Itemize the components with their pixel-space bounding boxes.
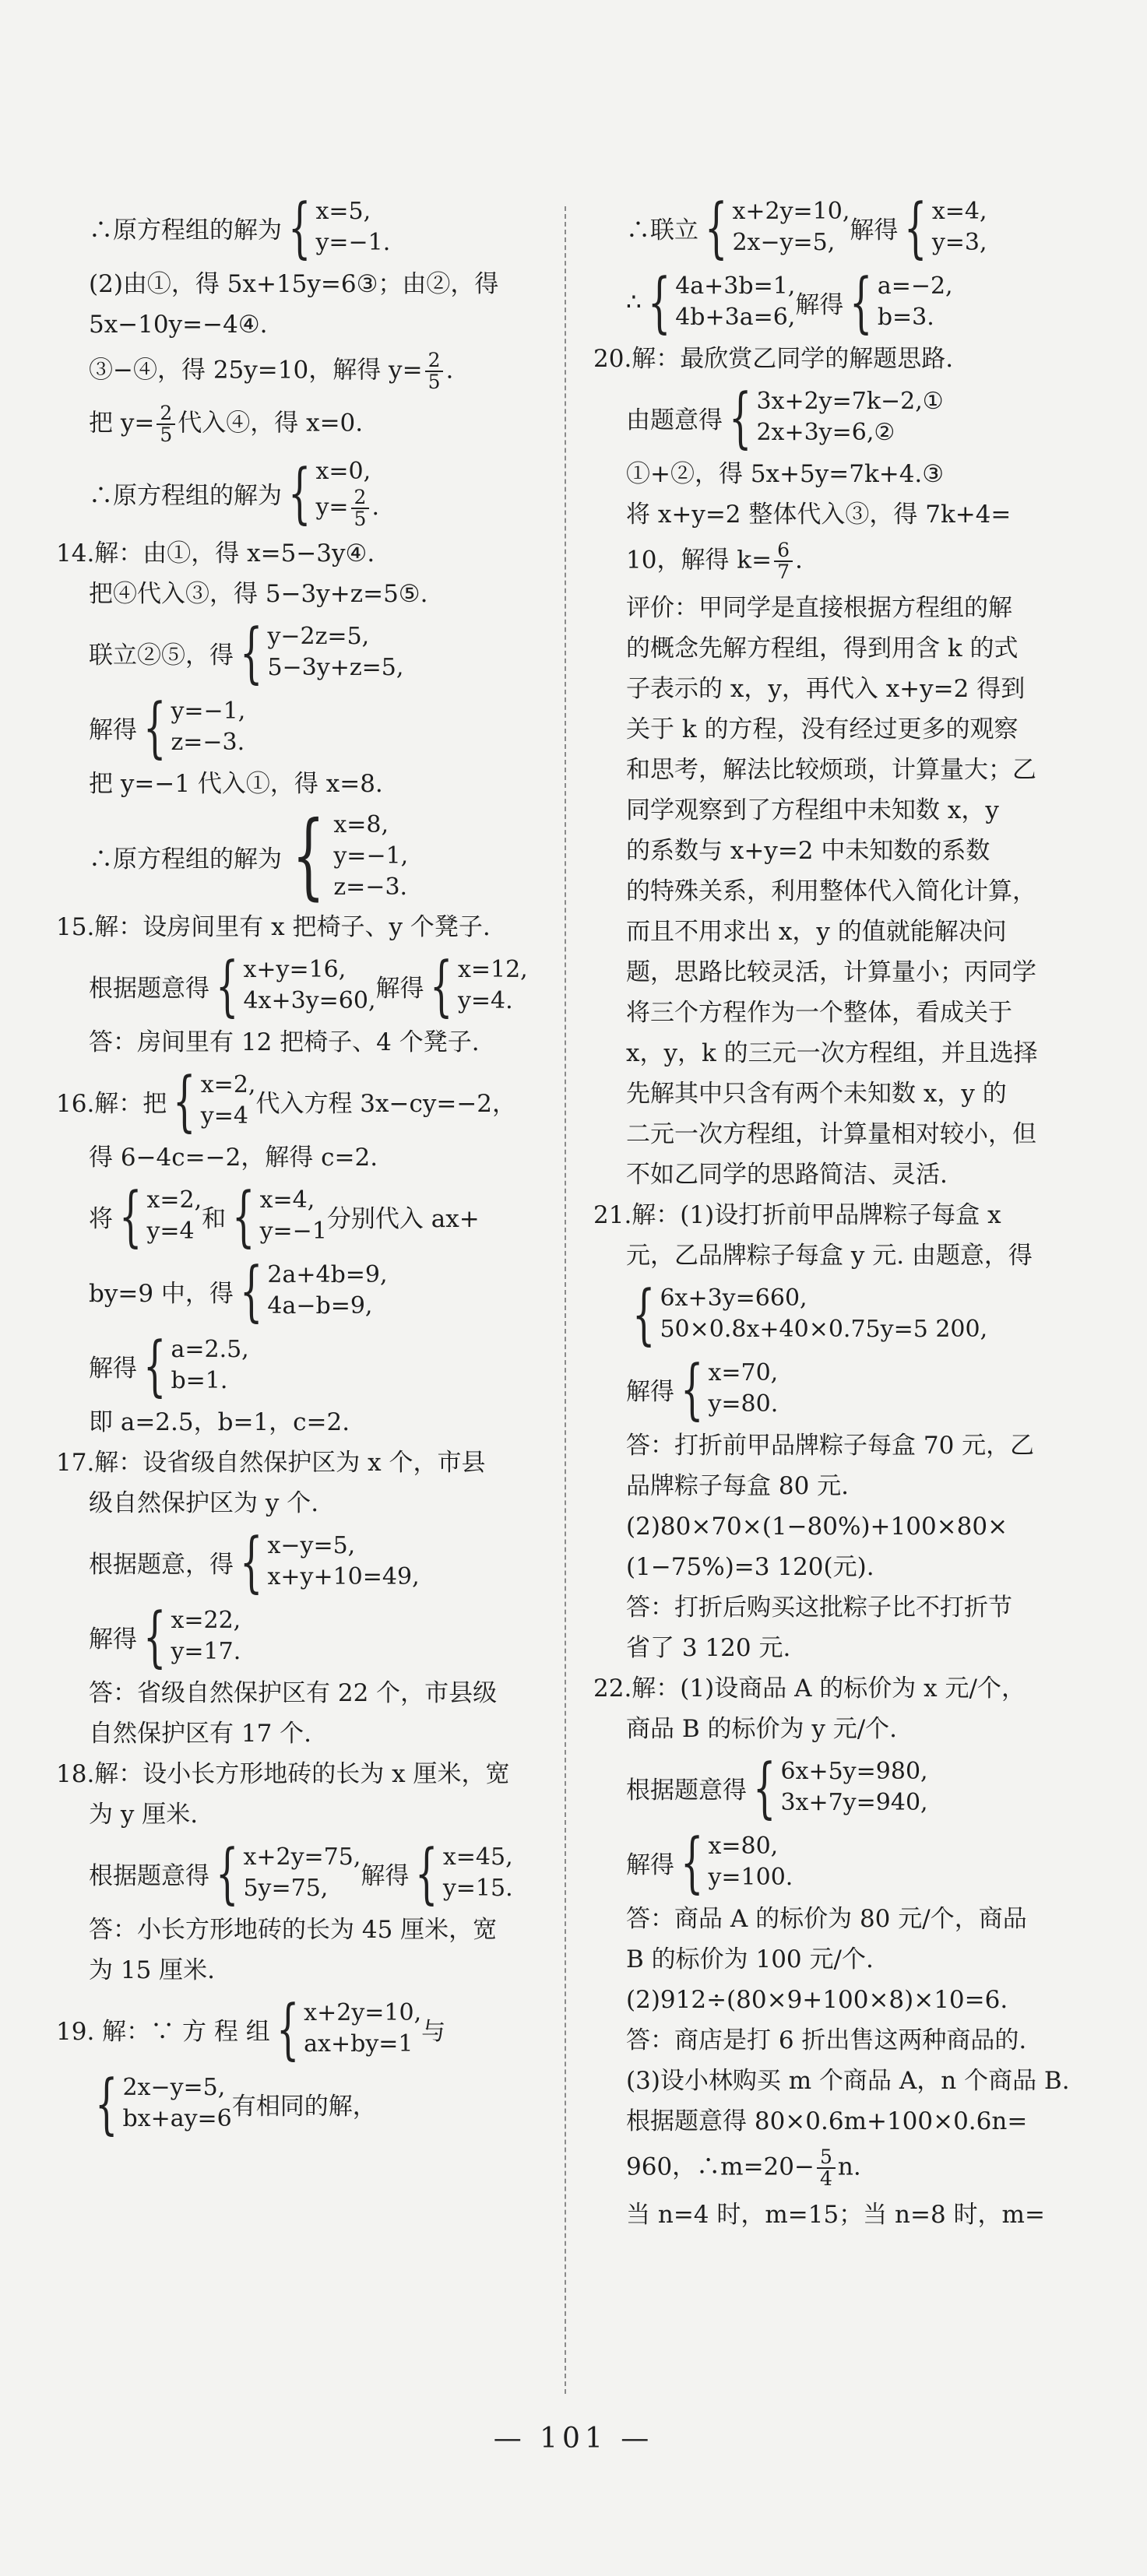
solution-line [56,456,554,529]
equation: x+y+10=49, [267,1563,420,1590]
brace-icon: { [240,614,263,691]
text: ∴原方程组的解为 [89,481,282,510]
equation: 3x+7y=940, [780,1789,928,1816]
equation [315,487,379,529]
equation: b=1. [171,1367,228,1394]
text-line: 答：房间里有 12 把椅子、4 个凳子. [89,1028,480,1056]
text-line: 先解其中只含有两个未知数 x，y 的 [626,1080,1007,1108]
page-number: — 101 — [493,2423,654,2455]
denominator: 5 [427,371,441,393]
text-line: 把④代入③，得 5−3y+z=5⑤. [89,580,428,608]
text: ∴ [626,288,642,316]
equation: z=−3. [333,873,408,901]
equation: x+2y=75, [243,1843,361,1871]
fraction [425,350,444,392]
problem-20: 20.解：最欣赏乙同学的解题思路. [593,345,954,373]
equation: y=4 [200,1102,248,1130]
equation: 50×0.8x+40×0.75y=5 200, [660,1316,988,1343]
text-line: 的特殊关系，利用整体代入简化计算， [626,877,1036,905]
text-line: 同学观察到了方程组中未知数 x，y [626,796,999,824]
numerator: 5 [817,2147,836,2169]
brace-icon: { [729,379,752,455]
text: by=9 中，得 [89,1279,234,1308]
brace-icon: { [95,2065,118,2142]
equation: y=3, [931,229,987,256]
solution-line [56,802,554,910]
text-line: 当 n=4 时，m=15；当 n=8 时，m= [626,2201,1045,2229]
solution-line [593,1824,1092,1900]
equation: y=4 [146,1218,195,1245]
equation-system [315,456,379,529]
fraction [774,540,793,582]
text-line: 答：商店是打 6 折出售这两种商品的. [626,2026,1027,2054]
problem-14: 14.解：由①，得 x=5−3y④. [56,539,375,568]
equation-system [708,1831,793,1893]
brace-icon: { [288,189,311,265]
equation: x=8, [333,811,389,838]
equation-system [201,1070,256,1132]
problem-16 [56,1063,554,1139]
equation-system [146,1185,202,1247]
solution-line [593,1749,1092,1826]
text: 把 y= [89,409,155,438]
equation: x=2, [146,1186,202,1214]
equation-system [732,196,850,258]
text-line [56,350,554,392]
text-line [56,403,554,445]
equation-system [171,1605,241,1668]
text: 解得 [89,1354,137,1383]
column-divider [565,206,566,2394]
text: 根据题意，得 [89,1550,234,1579]
text: 19. 解：∵ 方 程 组 [56,2017,270,2046]
text-line: 把 y=−1 代入①，得 x=8. [89,770,383,798]
equation: x+2y=10, [732,198,850,225]
brace-icon: { [904,189,927,265]
equation: 6x+3y=660, [660,1284,807,1312]
equation-system [443,1842,513,1904]
equation: y=100. [708,1864,793,1891]
brace-icon: { [753,1749,776,1826]
fraction [157,403,175,445]
equation: 5−3y+z=5, [267,654,404,681]
text-line: (2)由①，得 5x+15y=6③；由②，得 [89,270,499,298]
problem-22: 22.解：(1)设商品 A 的标价为 x 元/个， [593,1675,1026,1703]
solution-line [56,689,554,765]
equation: y=15. [442,1875,513,1902]
text: 与 [421,2017,446,2046]
text: 解得 [89,715,137,744]
equation-system [267,621,403,684]
equation-system [243,1842,361,1904]
solution-line [56,1523,554,1600]
brace-icon: { [119,1178,142,1254]
equation: x=4, [259,1186,315,1214]
text-line: 为 15 厘米. [89,1956,216,1984]
equation: 4x+3y=60, [243,987,376,1014]
brace-icon: { [681,1824,704,1900]
text-line: 答：小长方形地砖的长为 45 厘米，宽 [89,1916,498,1944]
solution-line [56,1327,554,1404]
equation: a=2.5, [171,1336,249,1363]
brace-icon: { [430,947,453,1024]
solution-line [56,189,554,265]
denominator: 5 [160,423,173,446]
equation-system [315,196,390,258]
brace-icon: { [143,689,167,765]
brace-icon: { [288,455,311,531]
text-line: 和思考，解法比较烦琐，计算量大；乙 [626,756,1036,784]
text-line: 5x−10y=−4④. [89,311,268,339]
equation: x=0, [315,458,371,485]
text: 和 [202,1204,227,1233]
numerator: 2 [351,487,370,509]
equation: 2a+4b=9, [267,1261,388,1288]
text: 代入方程 3x−cy=−2， [255,1089,517,1118]
brace-icon: { [232,1178,255,1254]
equation: x=70, [708,1359,779,1386]
text: 代入④，得 x=0. [178,409,364,438]
equation: a=−2, [877,272,953,300]
text-line: 题，思路比较灵活，计算量小；丙同学 [626,958,1036,986]
equation: bx+ay=6 [122,2105,232,2132]
text-line: (1−75%)=3 120(元). [626,1553,874,1581]
brace-icon: { [173,1063,196,1139]
brace-icon: { [240,1523,263,1600]
text: 由题意得 [626,406,723,434]
equation: 2x+3y=6,② [756,419,895,446]
fraction [817,2147,836,2189]
left-column [56,189,554,2145]
equation: x=5, [315,198,371,225]
numerator: 2 [157,403,175,425]
problem-21: 21.解：(1)设打折前甲品牌粽子每盒 x [593,1201,1001,1229]
equation-system [458,954,528,1017]
brace-icon: { [705,189,728,265]
equation: 5y=75, [243,1875,329,1902]
text-line: B 的标价为 100 元/个. [626,1945,874,1973]
equation-system [660,1283,987,1345]
text: ∴原方程组的解为 [89,845,282,873]
solution-line [56,1598,554,1675]
equation: b=3. [877,304,934,331]
solution-line [593,1276,1092,1352]
equation: x=22, [171,1607,241,1634]
text-line: 不如乙同学的思路简洁、灵活. [626,1161,948,1189]
solution-line [56,614,554,691]
text-line: x，y，k 的三元一次方程组，并且选择 [626,1039,1038,1067]
equation: y=4. [457,987,513,1014]
fraction [351,487,370,529]
equation: y=−1 [259,1218,327,1245]
equation: y=−1. [315,229,391,256]
brace-icon: { [681,1351,704,1427]
text-line: 关于 k 的方程，没有经过更多的观察 [626,715,1019,743]
solution-line [593,189,1092,265]
equation: 2x−y=5, [122,2074,226,2101]
text: 根据题意得 [626,1776,747,1805]
equation-system [878,271,953,333]
text-line: 答：商品 A 的标价为 80 元/个，商品 [626,1905,1027,1933]
text-line: 得 6−4c=−2，解得 c=2. [89,1144,378,1172]
text-line: 的概念先解方程组，得到用含 k 的式 [626,634,1019,662]
equation: y=−1, [333,842,409,870]
equation-system [267,1260,387,1322]
text-line: 级自然保护区为 y 个. [89,1489,319,1517]
brace-icon: { [216,1835,239,1911]
text: 960，∴m=20− [626,2153,815,2181]
text: 解得 [850,216,899,244]
equation: y=80. [708,1390,779,1418]
text-line: 答：省级自然保护区有 22 个，市县级 [89,1679,498,1707]
equation: ax+by=1 [304,2030,413,2058]
brace-icon: { [647,264,671,340]
equation: x=45, [442,1843,513,1871]
solution-line [56,1835,554,1911]
equation-system [243,954,375,1017]
denominator: 7 [777,561,790,583]
text: 将 [89,1204,113,1233]
equation-system [260,1185,327,1247]
right-column [593,189,1092,2240]
text-line: (2)80×70×(1−80%)+100×80× [626,1513,1008,1541]
text: y= [315,494,349,521]
text-line: 答：打折后购买这批粽子比不打折节 [626,1594,1012,1622]
equation-system [122,2072,231,2135]
equation: 4a+3b=1, [675,272,796,300]
text-line: 省了 3 120 元. [626,1634,791,1662]
text: n. [837,2153,861,2181]
text: 解得 [626,1850,674,1879]
equation: 6x+5y=980, [780,1758,928,1785]
problem-17: 17.解：设省级自然保护区为 x 个，市县 [56,1449,486,1477]
text-line: 根据题意得 80×0.6m+100×0.6n= [626,2107,1028,2135]
text-line: 商品 B 的标价为 y 元/个. [626,1715,898,1743]
equation-system [304,1998,421,2060]
equation-system [756,386,943,448]
equation: z=−3. [171,729,245,756]
text-line: 将三个方程作为一个整体，看成关于 [626,999,1012,1027]
text-line: 即 a=2.5，b=1，c=2. [89,1408,350,1436]
numerator: 6 [774,540,793,562]
text-line: 评价：甲同学是直接根据方程组的解 [626,594,1012,622]
solution-line [56,1178,554,1254]
text: 有相同的解， [231,2092,377,2121]
problem-19 [56,1991,554,2067]
equation: x=4, [931,198,987,225]
equation: y−2z=5, [267,623,370,650]
text-line: 而且不用求出 x，y 的值就能解决问 [626,918,1007,946]
brace-icon: { [276,1991,300,2067]
equation: x=2, [200,1071,256,1098]
denominator: 5 [354,508,367,530]
text: . [371,494,379,521]
brace-icon: { [216,947,239,1024]
problem-15: 15.解：设房间里有 x 把椅子、y 个凳子. [56,913,491,941]
equation: x+y=16, [243,956,347,983]
brace-icon: { [632,1276,656,1352]
equation: y=−1, [171,698,246,725]
equation: x=12, [457,956,528,983]
equation-system [708,1358,778,1420]
text: ③−④，得 25y=10，解得 y= [89,356,423,385]
equation: x+2y=10, [304,1999,422,2026]
text-line: 答：打折前甲品牌粽子每盒 70 元，乙 [626,1432,1035,1460]
solution-line [56,1253,554,1329]
text: 分别代入 ax+ [326,1204,480,1233]
text-line: 二元一次方程组，计算量相对较小，但 [626,1120,1036,1148]
text-line: (3)设小林购买 m 个商品 A，n 个商品 B. [626,2067,1070,2095]
brace-icon: { [850,264,873,340]
text: 解得 [626,1377,674,1406]
text: 解得 [795,290,844,319]
equation: 4b+3a=6, [675,304,796,331]
text: . [794,546,803,575]
text-line: (2)912÷(80×9+100×8)×10=6. [626,1986,1008,2014]
solution-line [593,264,1092,340]
equation: 3x+2y=7k−2,① [756,388,944,415]
solution-line [593,379,1092,455]
text: 联立②⑤，得 [89,641,234,669]
text: 解得 [361,1861,410,1890]
text-line: 将 x+y=2 整体代入③，得 7k+4= [626,501,1012,529]
equation-system [267,1530,419,1593]
text: 根据题意得 [89,1861,209,1890]
denominator: 4 [819,2167,832,2190]
equation: 2x−y=5, [732,229,836,256]
text-line [593,2147,1092,2189]
brace-icon: { [415,1835,438,1911]
text: 解得 [375,974,424,1003]
text: 16.解：把 [56,1089,167,1118]
text-line: 元，乙品牌粽子每盒 y 元. 由题意，得 [626,1242,1033,1270]
solution-line [56,2065,554,2142]
equation-system [171,696,245,758]
text-line: 自然保护区有 17 个. [89,1720,312,1748]
equation-system [780,1756,927,1819]
text: 10，解得 k= [626,546,772,575]
equation: x−y=5, [267,1532,356,1559]
problem-18: 18.解：设小长方形地砖的长为 x 厘米，宽 [56,1760,510,1788]
text-line: 为 y 厘米. [89,1801,199,1829]
equation-system [171,1334,248,1397]
solution-line [56,947,554,1024]
text: 根据题意得 [89,974,209,1003]
brace-icon: { [239,1253,263,1329]
brace-icon: { [143,1598,167,1675]
text-line [593,540,1092,582]
equation-system [675,271,795,333]
text-line: 子表示的 x，y，再代入 x+y=2 得到 [626,675,1026,703]
text-line: 品牌粽子每盒 80 元. [626,1472,850,1500]
text-line: 的系数与 x+y=2 中未知数的系数 [626,837,990,865]
equation: 4a−b=9, [267,1292,373,1320]
numerator: 2 [425,350,444,372]
brace-icon: { [143,1327,167,1404]
equation: x=80, [708,1833,779,1860]
equation-system [932,196,987,258]
text-line: ①+②，得 5x+5y=7k+4.③ [626,460,945,488]
text: ∴原方程组的解为 [89,216,282,244]
text: ∴联立 [626,216,698,244]
equation-system [333,810,408,903]
solution-line [593,1351,1092,1427]
text: . [445,356,454,385]
equation: y=17. [171,1638,241,1665]
text: 解得 [89,1625,137,1653]
brace-icon: { [292,802,325,910]
